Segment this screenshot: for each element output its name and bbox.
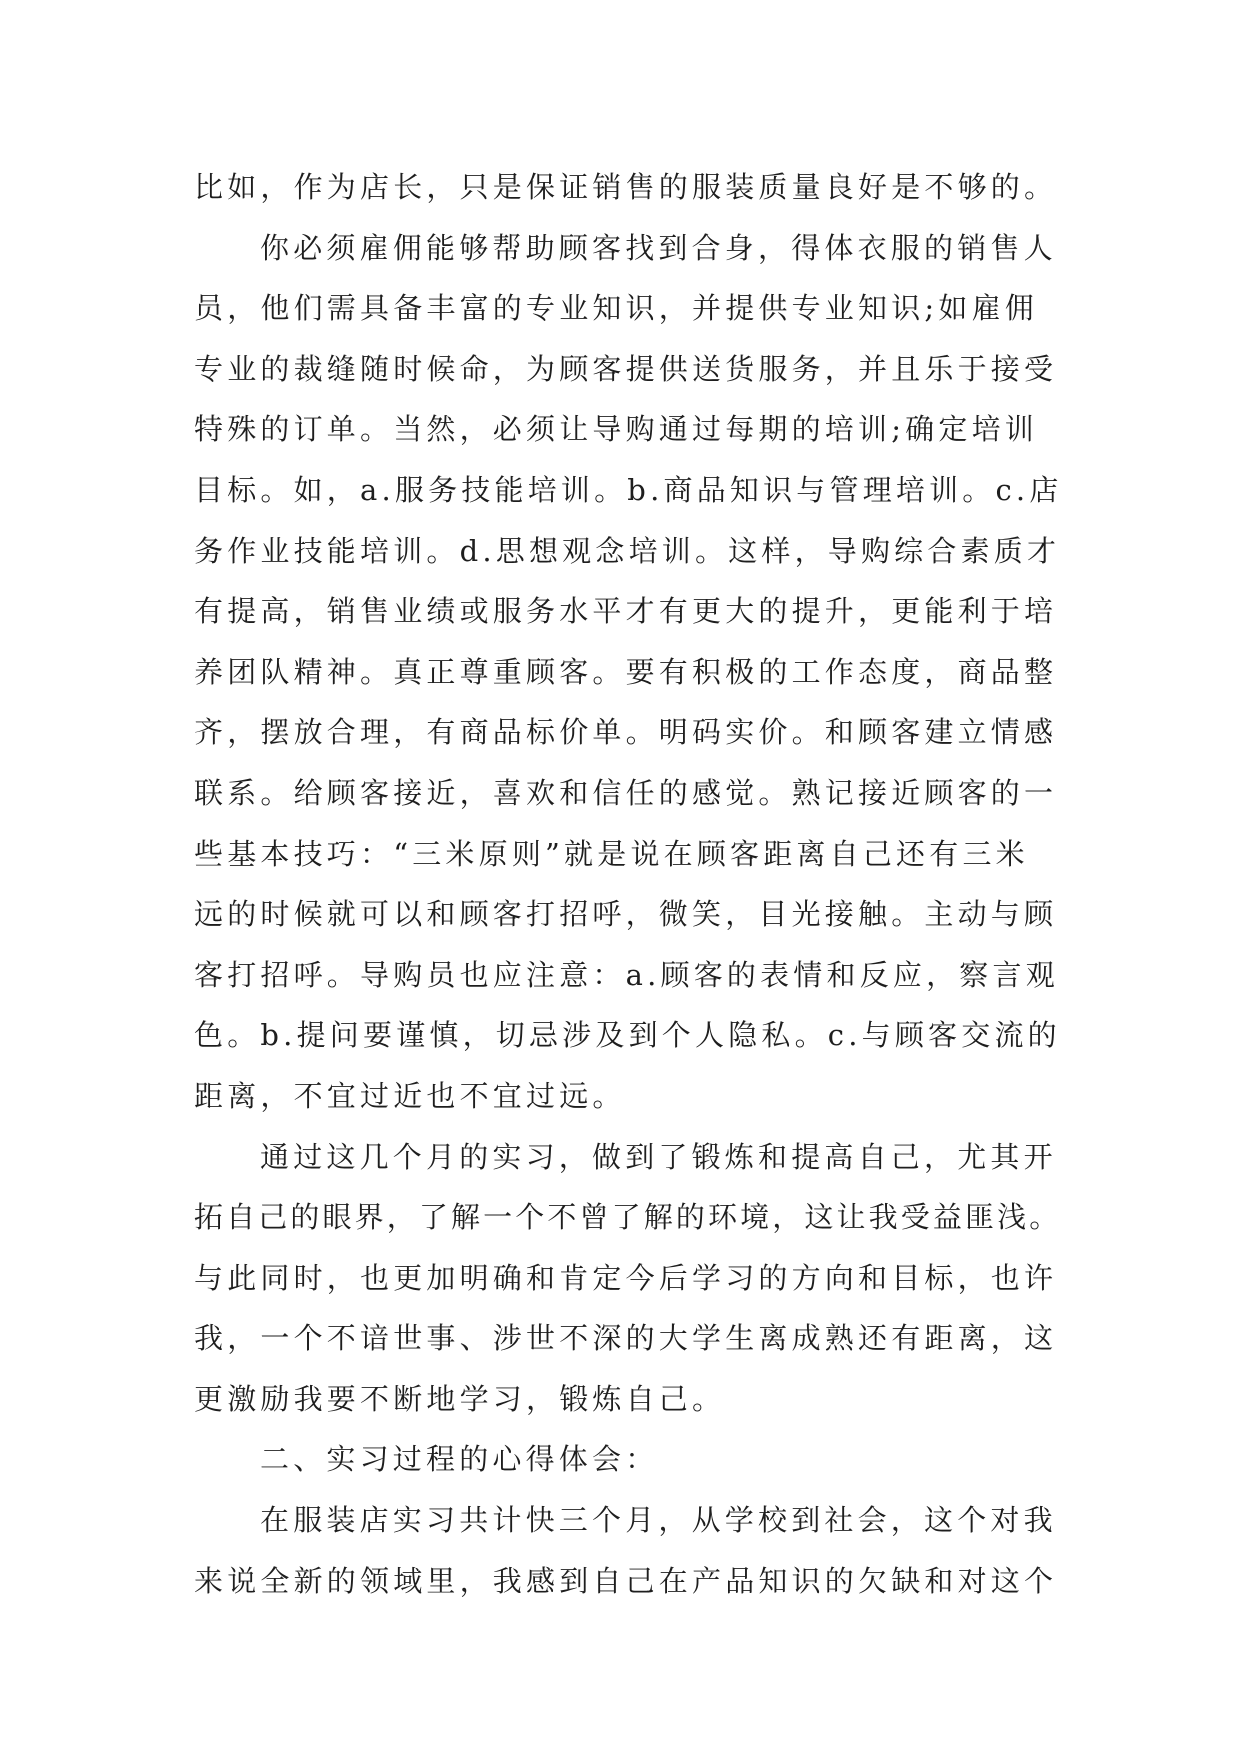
text-line: 联系。给顾客接近，喜欢和信任的感觉。熟记接近顾客的一 [194,775,1058,810]
text-line: 员，他们需具备丰富的专业知识，并提供专业知识;如雇佣 [194,291,1038,326]
text-line: 更激励我要不断地学习，锻炼自己。 [194,1381,726,1416]
text-line: 目标。如，a.服务技能培训。b.商品知识与管理培训。c.店 [194,472,1063,507]
text-line: 来说全新的领域里，我感到自己在产品知识的欠缺和对这个 [194,1563,1058,1598]
text-line: 你必须雇佣能够帮助顾客找到合身，得体衣服的销售人 [260,230,1057,265]
text-line: 专业的裁缝随时候命，为顾客提供送货服务，并且乐于接受 [194,351,1058,386]
text-line: 特殊的订单。当然，必须让导购通过每期的培训;确定培训 [194,412,1038,447]
section-heading: 二、实习过程的心得体会： [260,1442,659,1477]
text-line: 我，一个不谙世事、涉世不深的大学生离成熟还有距离，这 [194,1321,1058,1356]
text-line: 比如，作为店长，只是保证销售的服装质量良好是不够的。 [194,170,1058,204]
text-line: 客打招呼。导购员也应注意：a.顾客的表情和反应，察言观 [194,957,1059,992]
text-line: 养团队精神。真正尊重顾客。要有积极的工作态度，商品整 [194,654,1058,689]
text-line: 与此同时，也更加明确和肯定今后学习的方向和目标，也许 [194,1260,1058,1295]
text-line: 有提高，销售业绩或服务水平才有更大的提升，更能利于培 [194,594,1058,629]
text-line: 些基本技巧：“三米原则”就是说在顾客距离自己还有三米 [194,836,1029,871]
body-text [194,157,1063,1611]
text-line: 通过这几个月的实习，做到了锻炼和提高自己，尤其开 [260,1139,1057,1174]
text-line: 拓自己的眼界，了解一个不曾了解的环境，这让我受益匪浅。 [194,1200,1062,1235]
text-line: 齐，摆放合理，有商品标价单。明码实价。和顾客建立情感 [194,715,1058,750]
text-line: 在服装店实习共计快三个月，从学校到社会，这个对我 [260,1503,1057,1538]
text-line: 务作业技能培训。d.思想观念培训。这样，导购综合素质才 [194,533,1061,568]
text-line: 色。b.提问要谨慎，切忌涉及到个人隐私。c.与顾客交流的 [194,1018,1061,1053]
text-line: 远的时候就可以和顾客打招呼，微笑，目光接触。主动与顾 [194,897,1058,932]
text-line: 距离，不宜过近也不宜过远。 [194,1078,626,1113]
